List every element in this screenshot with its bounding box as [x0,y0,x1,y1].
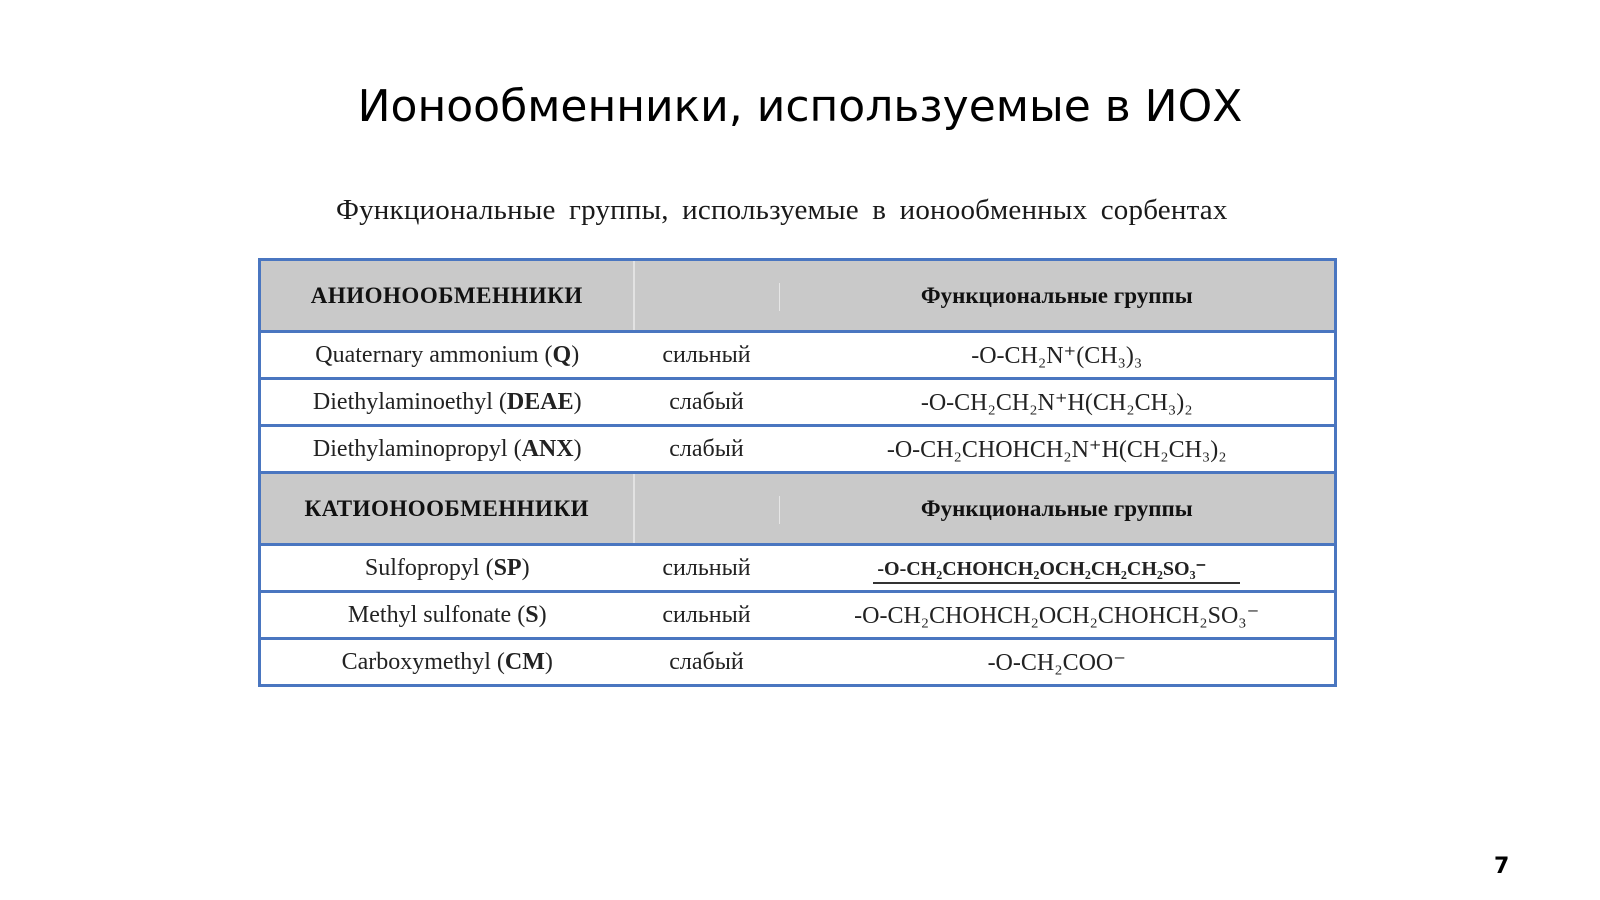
section-title: КАТИОНООБМЕННИКИ [260,473,634,545]
exchanger-strength: слабый [634,426,780,473]
exchanger-strength: слабый [634,379,780,426]
strength-header [634,473,780,545]
strength-header [634,260,780,332]
exchanger-abbr: S [525,601,539,628]
exchanger-name: Diethylaminopropyl (ANX) [260,426,634,473]
exchanger-strength: слабый [634,639,780,686]
section-title: АНИОНООБМЕННИКИ [260,260,634,332]
table-row [260,379,1336,426]
ion-exchanger-table [258,258,1337,687]
exchanger-name: Methyl sulfonate (S) [260,592,634,639]
exchanger-abbr: CM [504,648,545,675]
slide-title: Ионообменники, используемые в ИОХ [357,81,1243,132]
section-header-cation [260,473,1336,545]
table-row [260,426,1336,473]
exchanger-abbr: SP [493,554,522,581]
table-row [260,545,1336,592]
table-row [260,332,1336,379]
exchanger-strength: сильный [634,592,780,639]
exchanger-name: Sulfopropyl (SP) [260,545,634,592]
exchanger-name: Diethylaminoethyl (DEAE) [260,379,634,426]
functional-group-formula: -O-CH₂CHOHCH₂OCH₂CHOHCH₂SO₃⁻ [780,592,1336,639]
functional-group-formula: -O-CH₂CH₂N⁺H(CH₂CH₃)₂ [780,379,1336,426]
exchanger-abbr: ANX [521,435,574,462]
functional-group-formula: -O-CH₂COO⁻ [780,639,1336,686]
table-caption: Функциональные группы, используемые в ионообменных сорбентах [336,194,1228,226]
functional-group-formula: -O-CH₂CHOHCH₂N⁺H(CH₂CH₃)₂ [780,426,1336,473]
exchanger-strength: сильный [634,332,780,379]
exchanger-abbr: Q [552,341,572,368]
exchanger-name: Carboxymethyl (CM) [260,639,634,686]
section-header-anion [260,260,1336,332]
exchanger-strength: сильный [634,545,780,592]
functional-group-formula: -O-CH₂CHOHCH₂OCH₂CH₂CH₂SO₃⁻ [780,545,1336,592]
page-number: 7 [1494,854,1510,879]
exchanger-abbr: DEAE [506,388,574,415]
table-row [260,639,1336,686]
table-row [260,592,1336,639]
exchanger-name: Quaternary ammonium (Q) [260,332,634,379]
functional-group-formula: -O-CH₂N⁺(CH₃)₃ [780,332,1336,379]
groups-header: Функциональные группы [780,473,1336,545]
groups-header: Функциональные группы [780,260,1336,332]
